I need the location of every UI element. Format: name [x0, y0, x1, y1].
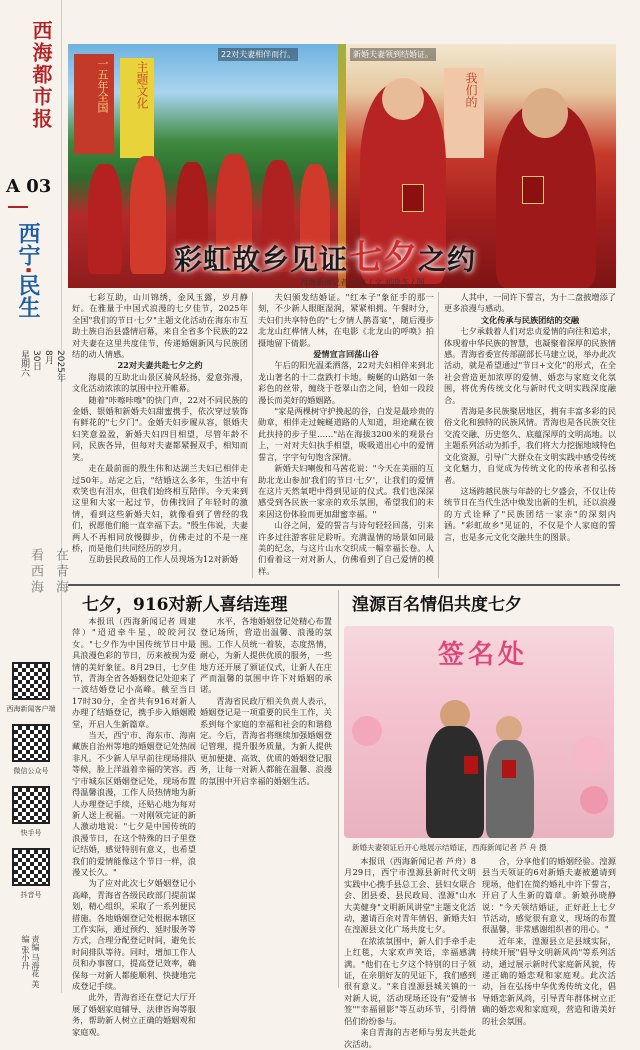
date-month: 8月: [43, 350, 53, 365]
photo-caption-right: 新婚夫妻领到结婚证。: [350, 48, 436, 61]
qr-code-icon[interactable]: [12, 662, 50, 700]
groom-face: [522, 88, 568, 138]
paragraph: 在浓浓氛围中，新人们手牵手走上红毯，大家欢声笑语，幸福感满满。"他们在七夕这个特别的日子领证，在亲朋好友的见证下，我们感到很有意义。"来自湟源县城关镇的一对新人说，活动现场还设有"爱情书签""幸福留影"等互动环节，引得情侣们纷纷参与。: [344, 935, 476, 1026]
article-column: [72, 616, 196, 1037]
person-figure: [130, 156, 166, 274]
headline-part-1: 彩虹故乡见证: [174, 243, 349, 276]
divider: [8, 206, 28, 208]
marriage-certificate-icon: [402, 184, 424, 212]
slogan-line-2: 看西海: [28, 548, 43, 596]
sign-banner: 主题文化: [120, 58, 154, 158]
photo-caption-left: 22对夫妻相伴而行。: [218, 48, 298, 61]
slogan: [20, 548, 70, 596]
section-dot: ·: [15, 266, 40, 275]
column-divider: [338, 590, 339, 988]
paragraph: 青海是多民族聚居地区，拥有丰富多彩的民俗文化和独特的民族风情。青海也是各民族交往交流交融、历史悠久、底蕴深厚的文明高地。以主题系列活动为抓手，我们将大力挖掘地域特色文化资源，引导广大群众在文明实践中感受传统文化魅力，自觉成为传统文化的传承者和弘扬者。: [444, 406, 616, 485]
balloon-decoration: [580, 786, 608, 814]
balloon-decoration: [352, 716, 382, 746]
paragraph: 午后的阳光温柔洒落，22对夫妇相伴来到北龙山著名的十二盘跌打卡地。蜿蜒的山路如一条彩色的丝带，缠绕于苍翠山峦之间，恰如一段段漫长而美好的婚姻路。: [258, 360, 434, 405]
article-column: [482, 856, 616, 1026]
paragraph: 走在最前面的殷生伟和达湖兰夫妇已相伴走过50年。站定之后，"结婚这么多年，生活中有欢笑也有泪水，但我们始终相互陪伴。今天来到这里和大家一起过节，仿佛找回了年轻时的激情，看到这些新婚夫妇，就像看到了曾经的我们，祝愿他们能一直幸福下去。"殷生伟说，夫妻两人不再相同放慢脚步，仿佛走过的不是一座桥，而是他们共同经历的岁月。: [72, 463, 248, 553]
sign-banner: 一五年全国: [74, 54, 114, 154]
section-part-1: 西宁: [15, 222, 40, 266]
qr-code-icon[interactable]: [12, 724, 50, 762]
paragraph: 近年来，湟源县立足县域实际，持续开展"倡导文明新风尚"等系列活动，通过展示新时代家庭新风貌，传递正确的婚恋观和家庭观。此次活动，旨在弘扬中华优秀传统文化，倡导婚恋新风尚，引导青年群体树立正确的婚恋观和家庭观，营造和谐美好的社会氛围。: [482, 935, 616, 1026]
qr-label: 抖音号: [20, 891, 42, 899]
sign-banner: 我们的: [444, 68, 484, 158]
subheading: 文化传承与民族团结的交融: [480, 314, 580, 325]
paragraph: 互助县民政局的工作人员现场为12对新婚: [88, 554, 238, 565]
masthead-logo: 西海都市报: [29, 20, 53, 130]
paragraph: 青海省民政厅相关负责人表示，婚姻登记是一项重要的民生工作，关系到每个家庭的幸福和社会的和谐稳定。今后，青海省将继续加强婚姻登记管理，提升服务质量，为新人提供更加便捷、高效、优质的婚姻登记服务，让每一对新人都能在温馨、浪漫的氛围中开启幸福的婚姻生活。: [200, 695, 332, 786]
paragraph: 夫妇颁发结婚证。"红本子"象征手的那一刻，不少新人眼眶湿润，紧紧相拥。午餐时分，夫妇们共享特色的"七夕情人鹊喜宴"，随后漫步北龙山红桦情人林，在电影《北龙山的呼唤》拍摄地留下倩影。: [258, 292, 434, 348]
subheading: 22对夫妻共赴七夕之约: [117, 360, 203, 371]
paragraph: 随着"咔嚓咔嚓"的快门声，22对不同民族的金婚、银婚和新婚夫妇甜蜜携手，依次穿过装饰有鲜花的"七夕门"。金婚夫妇步履从容，银婚夫妇笑意盈盈，新婚夫妇四目相望，尽管年龄不同，民族各异，但每对夫妻都紧握双手，相知而笑。: [72, 394, 248, 462]
marriage-certificate-icon: [464, 756, 478, 774]
paragraph: 合，分享他们的婚姻经验。湟源县当天领证的6对新婚夫妻被邀请到现场，他们在简约婚礼中许下誓言，开启了人生新的篇章。新娘孙晓静说："今天领结婚证，正好赶上七夕节活动，感觉很有意义，现场的布置很温馨，非常感谢组织者的用心。": [482, 856, 616, 935]
article-column: [258, 292, 434, 578]
headline-part-2: 之约: [418, 243, 477, 276]
article-column: [72, 292, 248, 578]
balloon-decoration: [572, 736, 608, 772]
issue-date: [18, 350, 66, 382]
marriage-certificate-icon: [522, 176, 544, 204]
paragraph: 这场跨越民族与年龄的七夕盛会，不仅让传统节日在当代生活中焕发出新的生机，还以浪漫的方式诠释了"民族团结一家亲"的深刻内涵。"彩虹故乡"见证的，不仅是个人家庭的誓言，也是多元文化交融共生的图景。: [444, 485, 616, 542]
headline-highlight: 七夕: [348, 238, 419, 278]
woman-face: [496, 716, 522, 742]
qr-label: 西海新闻客户端: [6, 705, 56, 713]
column-divider: [438, 292, 439, 578]
section-rule: [68, 584, 620, 586]
person-figure: [88, 164, 122, 274]
paragraph: 七彩互助，山川锦绣，金风玉露，岁月静好。在雅量于中国式浪漫的七夕佳节，2025年全国"我们的节日·七夕"主题文化活动在海东市互助土族自治县盛情启幕，来自全省多个民族的22对夫妻在这里共度佳节，传递婚姻新风与民族团结的动人情感。: [72, 292, 248, 360]
page-number: A 03: [6, 176, 52, 197]
date-year: 2025年: [55, 350, 65, 382]
qr-label: 快手号: [20, 829, 42, 837]
left-sidebar: [0, 0, 68, 993]
article-column: [444, 292, 616, 578]
slogan-line-1: 在青海: [53, 548, 68, 596]
story2-headline: 七夕，916对新人喜结连理: [82, 595, 288, 615]
paragraph: 海晨的互助北山景区骑风轻扬，爱意弥漫，文化活动浓浓的氛围中拉开帷幕。: [72, 371, 248, 394]
editor-credits: 责编 马海花 美编 张小丹: [21, 935, 40, 989]
story3-photo: [344, 626, 614, 838]
subheading: 爱情宣言回荡山谷: [313, 349, 379, 360]
paragraph: "家是两棵树守护挽起的谷，白发是最珍贵的勋章，相伴走过蜿蜒道路的人知道，坦途藏在彼此扶持的步子里……"站在海拔3200米的观景台上，一对对夫妇执手相望，吸吸道出心中的爱情誓言，字字句句饱含深情。: [258, 406, 434, 462]
story3-photo-caption: 新婚夫妻领证后开心地展示结婚证，西海新闻记者 芦 舟 摄: [352, 843, 547, 852]
paragraph: 此外，青海省还在登记大厅开展了婚姻家庭辅导、法律咨询等服务，帮助新人树立正确的婚姻观和家庭观。: [72, 992, 196, 1037]
article-column: [200, 616, 332, 988]
paragraph: 本报讯（西海新闻记者 芦舟）8月29日，西宁市湟源县新时代文明实践中心携手县总工会、县妇女联合会、团县委、县民政局、湟源"山水大美健身"文明新风讲堂"主题文化活动，邀请百余对青年情侣、新婚夫妇在湟源县文化广场共度七夕。: [344, 856, 476, 935]
section-title: [14, 222, 40, 318]
paragraph: 人其中，一同许下誓言，为十二盘披增添了更多浪漫与感动。: [444, 292, 616, 314]
section-part-2: 民生: [15, 274, 40, 319]
qr-code-icon[interactable]: [12, 848, 50, 886]
paragraph: 水平，各地婚姻登记处精心布置登记场所，营造出温馨、浪漫的氛围。工作人员统一着装，态度热情，耐心，为新人提供优质的服务，一些地方还开展了颁证仪式，让新人在庄严而温馨的氛围中许下对婚姻的承诺。: [200, 616, 332, 695]
paragraph: 山谷之间，爱的誓言与诗句轻轻回荡，引来许多过往游客驻足聆听。充满温情的场景如同最美的纪念，与这片山水交织成一幅幸福长卷。人们看着这一对对新人，仿佛看到了自己爱情的模样。: [258, 520, 434, 576]
paragraph: 为了应对此次七夕婚姻登记小高峰，青海省各级民政部门提前谋划，精心组织，采取了一系列便民措施。各地婚姻登记处根据本辖区工作实际，通过预约、延时服务等方式，合理分配登记时间，避免长时间排队等待。同时，增加工作人员和办事窗口，提高登记效率，确保每一对新人都能顺利、快捷地完成登记手续。: [72, 878, 196, 991]
date-day: 30日: [31, 350, 41, 371]
paragraph: 新婚夫妇喇俊和马茜花说："今天在美丽的互助北龙山参加'我们的节日·七夕'，让我们的爱情在这片天然氧吧中得到见证的仪式。我们也深深感受到各民族一家亲的欢乐氛围，希望我们的未来因这份体验而更加甜蜜幸福。": [258, 463, 434, 519]
man-figure: [426, 726, 484, 838]
paragraph: 七夕承载着人们对忠贞爱情的向往和追求，体现着中华民族的智慧，也凝聚着深厚的民族情感。青海省委宣传部副部长马建立说，举办此次活动，就是希望通过"节日+文化"的形式，在全社会营造更加浓厚的爱情、婚恋与家庭文化氛围，将优秀传统文化与新时代文明实践深度融合。: [444, 326, 616, 405]
qr-label: 微信公众号: [13, 767, 49, 775]
marriage-certificate-icon: [502, 760, 516, 778]
top-byline: 西海新闻记者 吴卓 / 文 祁晓冬 / 图: [300, 278, 425, 287]
bride-face: [382, 78, 424, 120]
paragraph: 本报讯（西海新闻记者 周建萍）"迢迢牵牛星，皎皎河汉女。"七夕作为中国传统节日中最具浪漫色彩的节日，历来被视为爱情的美好象征。8月29日，七夕佳节，青海全省各婚姻登记处迎来了一波结婚登记小高峰。截至当日17时30分，全省共有916对新人办理了结婚登记，携手步入婚姻殿堂，开启人生新篇章。: [72, 616, 196, 729]
paragraph: 来自青海的吉老师与男友共赴此次活动。: [344, 1027, 476, 1049]
qr-code-icon[interactable]: [12, 786, 50, 824]
article-column: [344, 856, 476, 1049]
top-headline: [174, 230, 476, 279]
paragraph: 当天，西宁市、海东市、海南藏族自治州等地的婚姻登记处热闹非凡。不少新人早早前往现场排队等候，脸上洋溢着幸福的笑容。西宁市城东区婚姻登记处，现场布置得温馨浪漫，工作人员热情地为新人办理登记手续，还贴心地为每对新人送上祝福。一对刚领完证的新人激动地说："七夕是中国传统的浪漫节日，在这个特殊的日子里登记结婚，感觉特别有意义，也希望我们的爱情能像这个节日一样，浪漫又长久。": [72, 730, 196, 877]
story3-headline: 湟源百名情侣共度七夕: [352, 595, 522, 615]
date-weekday: 星期六: [19, 350, 29, 377]
sign-board: 签名处: [437, 640, 528, 670]
column-divider: [252, 292, 253, 578]
woman-figure: [486, 740, 534, 838]
